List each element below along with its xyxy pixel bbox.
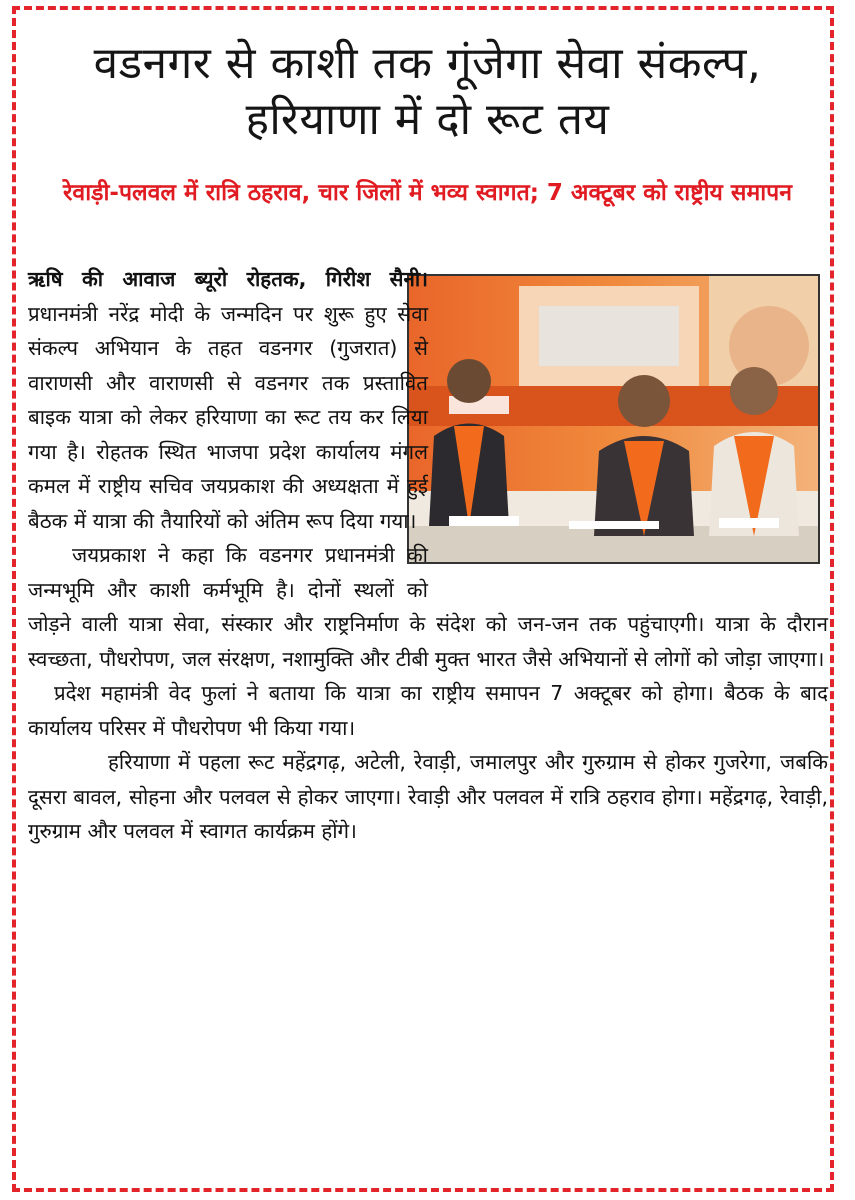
subheadline: रेवाड़ी-पलवल में रात्रि ठहराव, चार जिलों में भव्य स्वागत; 7 अक्टूबर को राष्ट्रीय समापन xyxy=(63,180,792,206)
article-paragraph-3: प्रदेश महामंत्री वेद फुलां ने बताया कि यात्रा का राष्ट्रीय समापन 7 अक्टूबर को होगा। बैठक के बाद कार्यालय परिसर में पौधरोपण भी किया गया। xyxy=(28,681,828,740)
photo-placeholder-space xyxy=(428,262,828,574)
byline: ऋषि की आवाज ब्यूरो रोहतक, गिरीश सैनी। xyxy=(28,267,428,291)
headline xyxy=(30,36,825,148)
article-body xyxy=(28,262,828,849)
article-paragraph-2: जयप्रकाश ने कहा कि वडनगर प्रधानमंत्री की जन्मभूमि और काशी कर्मभूमि है। दोनों स्थलों को जोड़ने वाली यात्रा सेवा, संस्कार और राष्ट्रनिर्माण के संदेश को जन-जन तक पहुंचाएगी। यात्रा के दौरान स्वच्छता, पौधरोपण, जल संरक्षण, नशामुक्ति और टीबी मुक्त भारत जैसे अभियानों से लोगों को जोड़ा जाएगा। xyxy=(28,543,828,671)
headline-line-1: वडनगर से काशी तक गूंजेगा सेवा संकल्प, xyxy=(93,38,762,89)
paragraph-1-text: प्रधानमंत्री नरेंद्र मोदी के जन्मदिन पर शुरू हुए सेवा संकल्प अभियान के तहत वडनगर (गुजरात) से वाराणसी और वाराणसी से वडनगर तक प्रस्तावित बाइक यात्रा को लेकर हरियाणा का रूट तय कर लिया गया है। रोहतक स्थित भाजपा प्रदेश कार्यालय मंगल कमल में राष्ट्रीय सचिव जयप्रकाश की अध्यक्षता में हुई बैठक में यात्रा की तैयारियों को अंतिम रूप दिया गया। xyxy=(28,301,428,533)
headline-line-2: हरियाणा में दो रूट तय xyxy=(245,94,610,145)
article-paragraph-4: हरियाणा में पहला रूट महेंद्रगढ़, अटेली, रेवाड़ी, जमालपुर और गुरुग्राम से होकर गुजरेगा, जबकि दूसरा बावल, सोहना और पलवल से होकर जाएगा। रेवाड़ी और पलवल में रात्रि ठहराव होगा। महेंद्रगढ़, रेवाड़ी, गुरुग्राम और पलवल में स्वागत कार्यक्रम होंगे। xyxy=(28,750,828,843)
